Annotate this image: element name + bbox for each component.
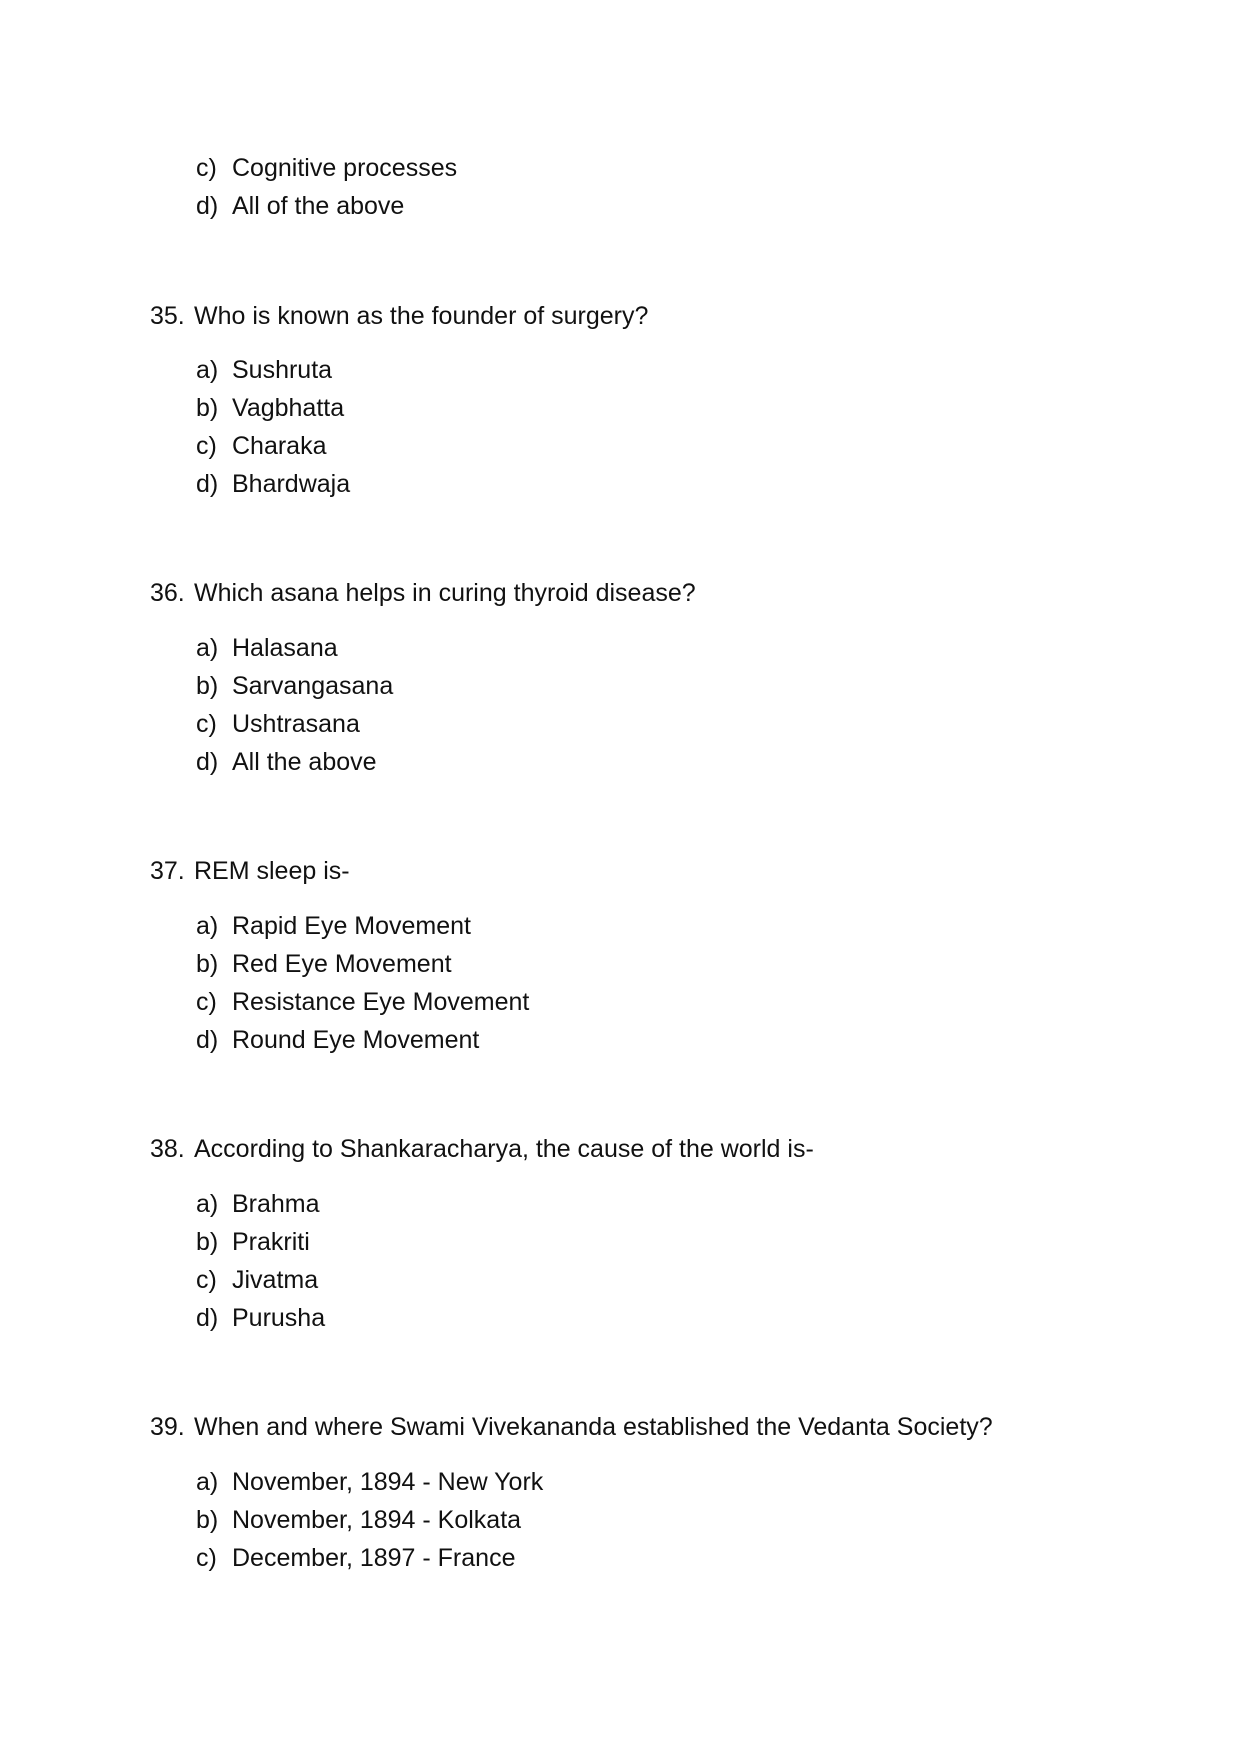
option-text: Sarvangasana — [232, 672, 394, 700]
option-text: All of the above — [232, 192, 405, 220]
option-letter: a) — [196, 1468, 219, 1496]
option-text: Cognitive processes — [232, 154, 458, 182]
option-text: Jivatma — [232, 1266, 319, 1294]
option-letter: c) — [196, 154, 217, 182]
option-text: November, 1894 - Kolkata — [232, 1506, 522, 1534]
question-number: 35. — [150, 302, 185, 330]
option-letter: d) — [196, 470, 219, 498]
option-text: December, 1897 - France — [232, 1544, 516, 1572]
question-number: 39. — [150, 1413, 185, 1441]
option-text: Vagbhatta — [232, 394, 345, 422]
option-text: Sushruta — [232, 356, 333, 384]
option-letter: b) — [196, 950, 219, 978]
option-text: Resistance Eye Movement — [232, 988, 530, 1016]
option-letter: b) — [196, 1228, 219, 1256]
option-text: Purusha — [232, 1304, 326, 1332]
option-letter: a) — [196, 912, 219, 940]
option-letter: d) — [196, 1026, 219, 1054]
option-text: Prakriti — [232, 1228, 310, 1256]
option-letter: a) — [196, 356, 219, 384]
option-letter: a) — [196, 1190, 219, 1218]
option-letter: b) — [196, 394, 219, 422]
option-text: November, 1894 - New York — [232, 1468, 544, 1496]
option-letter: d) — [196, 748, 219, 776]
option-letter: c) — [196, 1266, 217, 1294]
question-number: 36. — [150, 579, 185, 607]
question-text: REM sleep is- — [194, 857, 350, 885]
option-text: Red Eye Movement — [232, 950, 452, 978]
question-text: Which asana helps in curing thyroid disease? — [194, 579, 696, 607]
option-text: Ushtrasana — [232, 710, 360, 738]
option-text: Rapid Eye Movement — [232, 912, 472, 940]
option-letter: b) — [196, 672, 219, 700]
question-number: 38. — [150, 1135, 185, 1163]
option-text: Round Eye Movement — [232, 1026, 480, 1054]
option-text: Brahma — [232, 1190, 320, 1218]
option-letter: b) — [196, 1506, 219, 1534]
question-text: Who is known as the founder of surgery? — [194, 302, 649, 330]
question-text: According to Shankaracharya, the cause of the world is- — [194, 1135, 814, 1163]
option-text: All the above — [232, 748, 377, 776]
option-letter: c) — [196, 710, 217, 738]
option-letter: d) — [196, 1304, 219, 1332]
option-letter: c) — [196, 1544, 217, 1572]
option-text: Bhardwaja — [232, 470, 351, 498]
option-letter: d) — [196, 192, 219, 220]
option-letter: c) — [196, 432, 217, 460]
option-text: Charaka — [232, 432, 327, 460]
option-letter: a) — [196, 634, 219, 662]
question-text: When and where Swami Vivekananda established the Vedanta Society? — [194, 1413, 993, 1441]
option-text: Halasana — [232, 634, 338, 662]
option-letter: c) — [196, 988, 217, 1016]
question-number: 37. — [150, 857, 185, 885]
